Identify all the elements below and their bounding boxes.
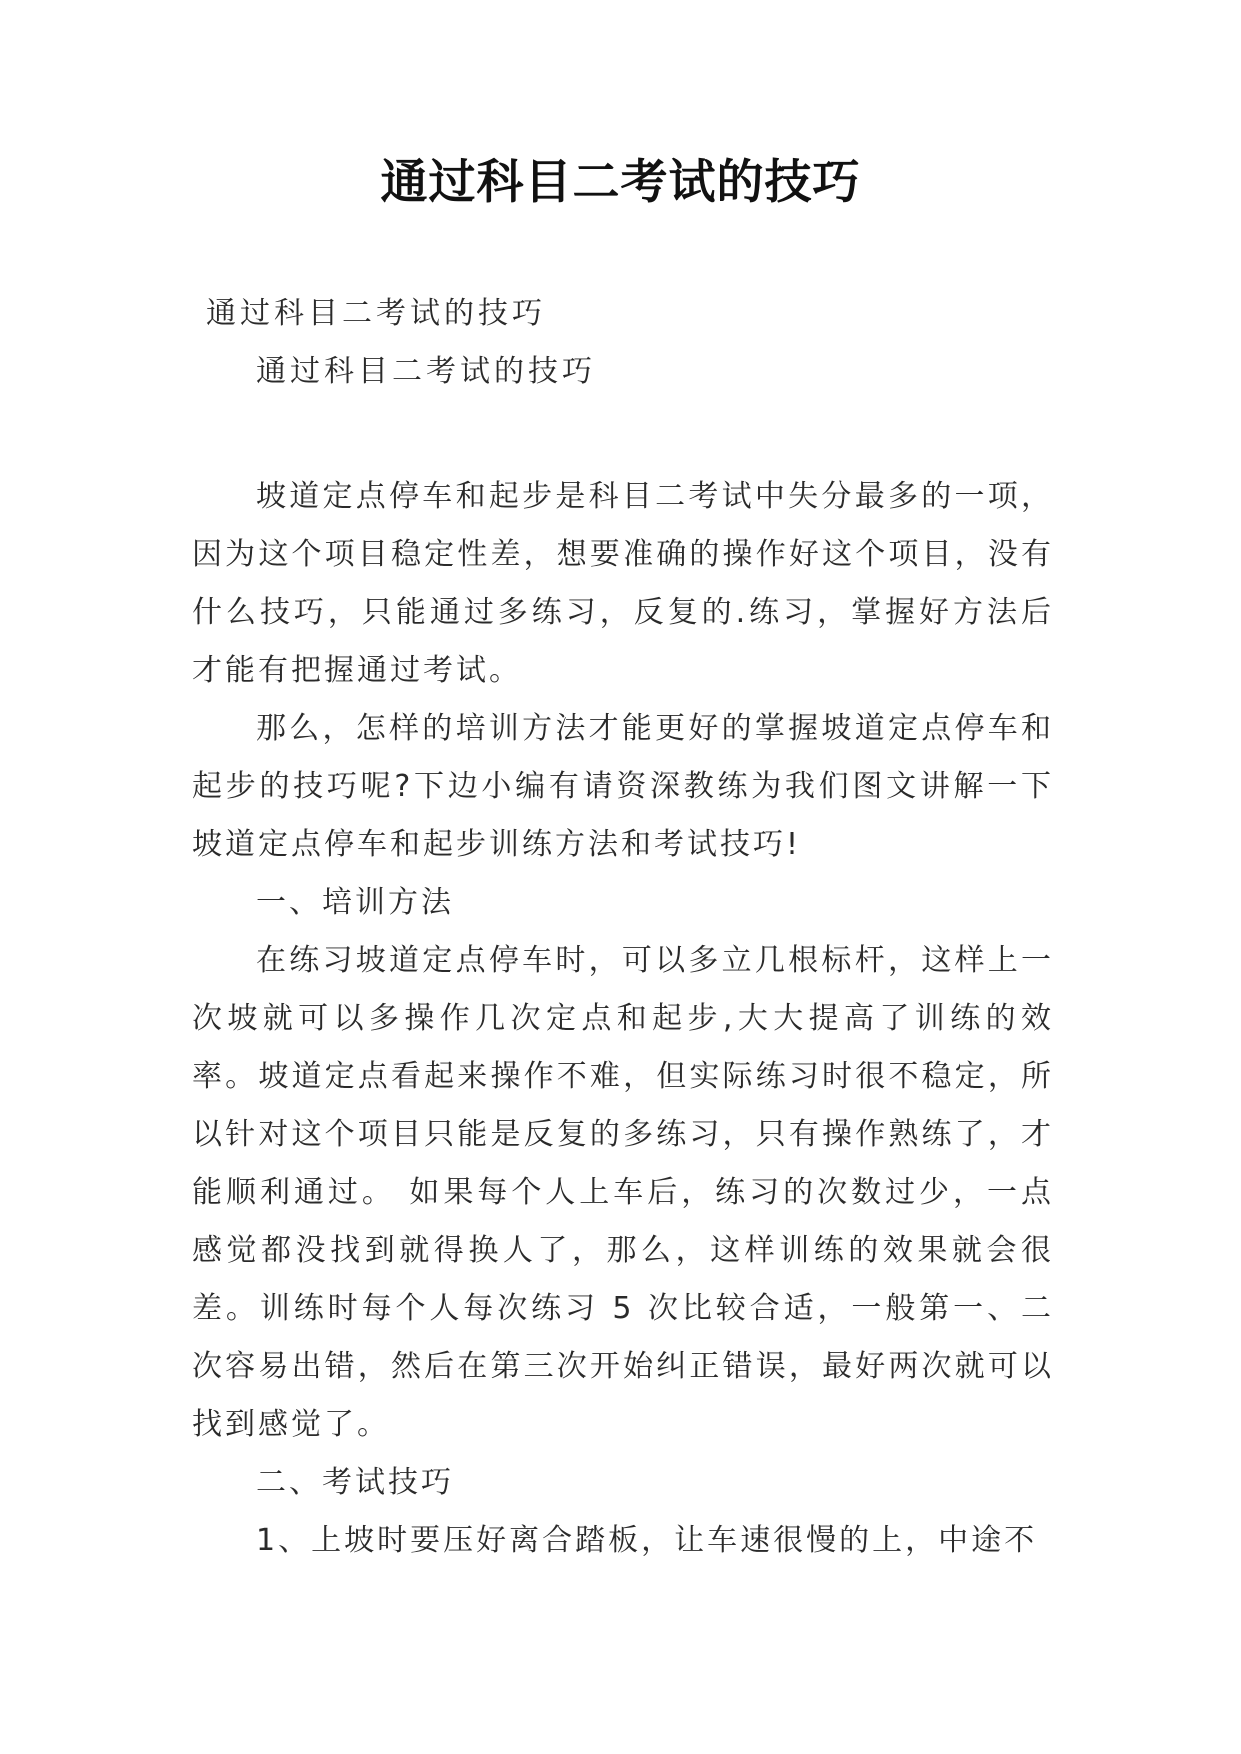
document-title: 通过科目二考试的技巧 (380, 155, 861, 210)
section-heading-training: 一、培训方法 (256, 885, 454, 920)
document-subtitle-1: 通过科目二考试的技巧 (206, 296, 546, 331)
paragraph-exam-tip-1: 1、上坡时要压好离合踏板，让车速很慢的上，中途不 (256, 1523, 1038, 1558)
document-subtitle-2: 通过科目二考试的技巧 (256, 354, 596, 389)
paragraph-intro: 坡道定点停车和起步是科目二考试中失分最多的一项，因为这个项目稳定性差，想要准确的操作好这个项目，没有什么技巧，只能通过多练习，反复的.练习，掌握好方法后才能有把握通过考试。 (192, 479, 1054, 688)
paragraph-question: 那么，怎样的培训方法才能更好的掌握坡道定点停车和起步的技巧呢?下边小编有请资深教练为我们图文讲解一下坡道定点停车和起步训练方法和考试技巧! (192, 711, 1054, 862)
paragraph-training: 在练习坡道定点停车时，可以多立几根标杆，这样上一次坡就可以多操作几次定点和起步,大大提高了训练的效率。坡道定点看起来操作不难，但实际练习时很不稳定，所以针对这个项目只能是反复的多练习，只有操作熟练了，才能顺利通过。 如果每个人上车后，练习的次数过少，一点感觉都没找到就得换人了，那么，这样训练的效果就会很差。训练时每个人每次练习 5 次比较合适，一般第一、二次容易出错，然后在第三次开始纠正错误，最好两次就可以找到感觉了。 (192, 943, 1054, 1442)
document-body (192, 468, 1054, 1570)
section-heading-exam: 二、考试技巧 (256, 1465, 454, 1500)
